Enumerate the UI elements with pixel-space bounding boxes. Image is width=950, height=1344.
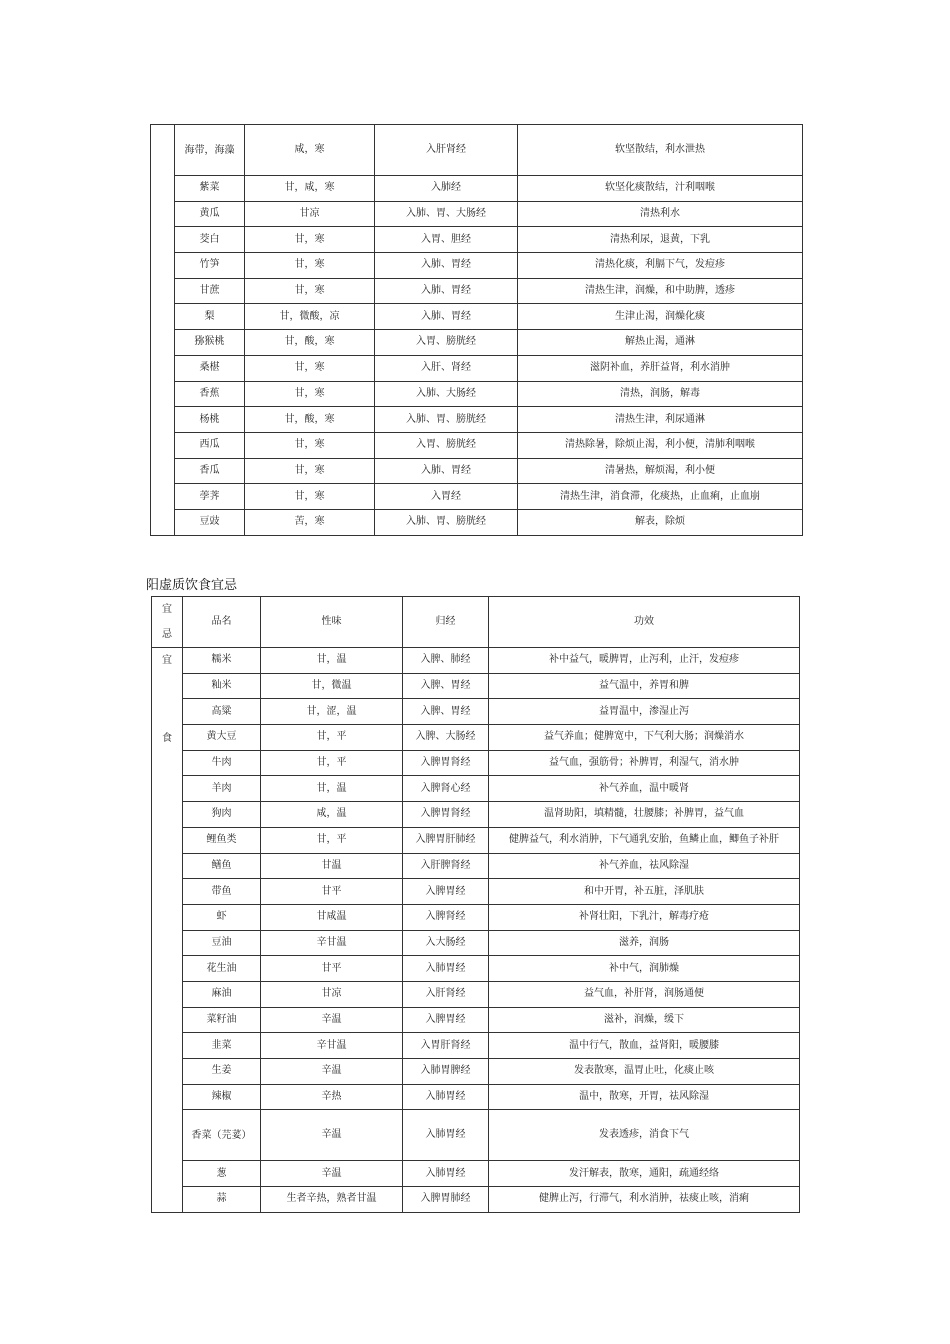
- cell-effect: 软坚散结，利水泄热: [518, 125, 803, 176]
- table-row: [151, 253, 803, 279]
- cell-meridian: 入肝肾经: [375, 125, 518, 176]
- cell-effect: 益气温中，养胃和脾: [489, 673, 800, 699]
- cell-taste: 甘，温: [261, 648, 403, 674]
- table-row: [152, 1059, 800, 1085]
- cell-name: 虾: [183, 904, 261, 930]
- cell-name: 鳝鱼: [183, 853, 261, 879]
- cell-meridian: 入肺胃脾经: [403, 1059, 489, 1085]
- table-row: [152, 1161, 800, 1187]
- cell-taste: 甘，咸，寒: [245, 176, 375, 202]
- header-yiji-1: 宜: [162, 604, 172, 615]
- table-row: [151, 227, 803, 253]
- table-header-row: [152, 597, 800, 648]
- cell-effect: 发表散寒，温胃止吐，化痰止咳: [489, 1059, 800, 1085]
- table-row: [151, 509, 803, 535]
- table-row: [152, 1084, 800, 1110]
- cell-effect: 滋阴补血，养肝益肾，利水消肿: [518, 355, 803, 381]
- cell-name: 羊肉: [183, 776, 261, 802]
- cell-effect: 清热生津，润燥，和中助脾，透疹: [518, 278, 803, 304]
- table-row: [151, 125, 803, 176]
- cell-taste: 甘，温: [261, 776, 403, 802]
- table-row: [151, 381, 803, 407]
- table-row: [152, 1033, 800, 1059]
- cell-meridian: 入脾肾心经: [403, 776, 489, 802]
- cell-taste: 甘，寒: [245, 227, 375, 253]
- cell-effect: 补肾壮阳，下乳汁，解毒疗疮: [489, 904, 800, 930]
- cell-taste: 甘，酸，寒: [245, 330, 375, 356]
- cell-meridian: 入肝、肾经: [375, 355, 518, 381]
- cell-taste: 甘，寒: [245, 381, 375, 407]
- cell-taste: 甘平: [261, 956, 403, 982]
- cell-name: 带鱼: [183, 879, 261, 905]
- section-title: 阳虚质饮食宜忌: [146, 578, 238, 593]
- table-row: [151, 407, 803, 433]
- cell-meridian: 入肝肾经: [403, 981, 489, 1007]
- cell-meridian: 入胃、胆经: [375, 227, 518, 253]
- cell-effect: 软坚化痰散结，汁利咽喉: [518, 176, 803, 202]
- cell-meridian: 入脾、大肠经: [403, 725, 489, 751]
- cell-taste: 辛温: [261, 1110, 403, 1161]
- cell-name: 猕猴桃: [175, 330, 245, 356]
- cell-taste: 甘平: [261, 879, 403, 905]
- cell-effect: 健脾止泻，行滞气，利水消肿，祛痰止咳，消痢: [489, 1187, 800, 1213]
- cell-meridian: 入胃、膀胱经: [375, 432, 518, 458]
- cell-taste: 甘，平: [261, 750, 403, 776]
- table-row: [151, 330, 803, 356]
- cell-meridian: 入大肠经: [403, 930, 489, 956]
- cell-taste: 辛温: [261, 1161, 403, 1187]
- table-row: [152, 750, 800, 776]
- table-row: [152, 673, 800, 699]
- cell-name: 香菜（芫荽）: [183, 1110, 261, 1161]
- cell-effect: 滋养，润肠: [489, 930, 800, 956]
- table-row: [152, 853, 800, 879]
- cell-meridian: 入肺、胃、膀胱经: [375, 509, 518, 535]
- cell-effect: 解热止渴，通淋: [518, 330, 803, 356]
- cell-meridian: 入肺经: [375, 176, 518, 202]
- table-row: [152, 802, 800, 828]
- cell-taste: 甘，涩，温: [261, 699, 403, 725]
- cell-name: 梨: [175, 304, 245, 330]
- cell-taste: 辛甘温: [261, 930, 403, 956]
- cell-meridian: 入脾、胃经: [403, 699, 489, 725]
- cell-taste: 辛温: [261, 1007, 403, 1033]
- header-effect: 功效: [489, 597, 800, 648]
- cell-name: 糯米: [183, 648, 261, 674]
- table-row: [152, 776, 800, 802]
- table-row: [152, 879, 800, 905]
- cell-effect: 益气养血；健脾宽中，下气利大肠；润燥消水: [489, 725, 800, 751]
- cell-effect: 温肾助阳，填精髓，壮腰膝；补脾胃，益气血: [489, 802, 800, 828]
- cell-effect: 健脾益气，利水消肿，下气通乳安胎，鱼鳞止血，鲫鱼子补肝: [489, 827, 800, 853]
- cell-taste: 咸，寒: [245, 125, 375, 176]
- cell-taste: 甘凉: [245, 201, 375, 227]
- cell-name: 杨桃: [175, 407, 245, 433]
- cell-effect: 发汗解表，散寒，通阳，疏通经络: [489, 1161, 800, 1187]
- cell-effect: 清热除暑，除烦止渴，利小便，清肺利咽喉: [518, 432, 803, 458]
- cell-meridian: 入脾、肺经: [403, 648, 489, 674]
- table-row: [152, 699, 800, 725]
- table-row: [151, 278, 803, 304]
- cell-name: 茭白: [175, 227, 245, 253]
- cell-meridian: 入肺、胃经: [375, 304, 518, 330]
- cell-taste: 苦，寒: [245, 509, 375, 535]
- cell-taste: 甘温: [261, 853, 403, 879]
- table-yin-foods: [150, 124, 803, 536]
- cell-taste: 辛温: [261, 1059, 403, 1085]
- header-taste: 性味: [261, 597, 403, 648]
- cell-taste: 甘，寒: [245, 432, 375, 458]
- cell-name: 黄大豆: [183, 725, 261, 751]
- table-row: [152, 1187, 800, 1213]
- cell-name: 紫菜: [175, 176, 245, 202]
- cell-name: 菜籽油: [183, 1007, 261, 1033]
- cell-taste: 甘，平: [261, 827, 403, 853]
- cell-name: 桑椹: [175, 355, 245, 381]
- cell-effect: 清热化痰，利膈下气，发痘疹: [518, 253, 803, 279]
- cell-taste: 甘，酸，寒: [245, 407, 375, 433]
- cell-effect: 清热利水: [518, 201, 803, 227]
- cell-effect: 滋补，润燥，缓下: [489, 1007, 800, 1033]
- table-row: [152, 827, 800, 853]
- cell-taste: 生者辛热，熟者甘温: [261, 1187, 403, 1213]
- cell-meridian: 入肺胃经: [403, 956, 489, 982]
- cell-name: 荸荠: [175, 484, 245, 510]
- cell-taste: 甘，寒: [245, 484, 375, 510]
- cell-name: 黄瓜: [175, 201, 245, 227]
- cell-meridian: 入肺、胃经: [375, 278, 518, 304]
- table-row: [151, 484, 803, 510]
- table-row: [151, 432, 803, 458]
- cell-name: 豆油: [183, 930, 261, 956]
- cell-name: 西瓜: [175, 432, 245, 458]
- cell-effect: 清热，润肠，解毒: [518, 381, 803, 407]
- cell-name: 葱: [183, 1161, 261, 1187]
- cell-name: 牛肉: [183, 750, 261, 776]
- cell-meridian: 入胃、膀胱经: [375, 330, 518, 356]
- cell-taste: 甘，寒: [245, 278, 375, 304]
- table-row: [152, 648, 800, 674]
- table-row: [151, 176, 803, 202]
- cell-name: 甘蔗: [175, 278, 245, 304]
- cell-taste: 甘凉: [261, 981, 403, 1007]
- cell-taste: 甘，微酸，凉: [245, 304, 375, 330]
- cell-name: 竹笋: [175, 253, 245, 279]
- side-label-2: 食: [162, 733, 172, 744]
- cell-taste: 辛甘温: [261, 1033, 403, 1059]
- cell-taste: 咸，温: [261, 802, 403, 828]
- cell-meridian: 入脾、胃经: [403, 673, 489, 699]
- cell-name: 蒜: [183, 1187, 261, 1213]
- cell-meridian: 入胃经: [375, 484, 518, 510]
- cell-effect: 清热生津，利尿通淋: [518, 407, 803, 433]
- cell-taste: 甘咸温: [261, 904, 403, 930]
- cell-effect: 补中气，润肺燥: [489, 956, 800, 982]
- cell-name: 海带，海藻: [175, 125, 245, 176]
- cell-meridian: 入脾胃经: [403, 1007, 489, 1033]
- cell-taste: 甘，寒: [245, 253, 375, 279]
- header-yiji: [152, 597, 183, 648]
- cell-effect: 温中行气，散血，益肾阳，暖腰膝: [489, 1033, 800, 1059]
- table-row: [152, 981, 800, 1007]
- cell-effect: 解表，除烦: [518, 509, 803, 535]
- header-name: 品名: [183, 597, 261, 648]
- side-label-cell: [152, 648, 183, 1213]
- cell-name: 韭菜: [183, 1033, 261, 1059]
- cell-name: 生姜: [183, 1059, 261, 1085]
- cell-meridian: 入肺胃经: [403, 1161, 489, 1187]
- cell-meridian: 入脾胃肾经: [403, 750, 489, 776]
- cell-meridian: 入肝脾肾经: [403, 853, 489, 879]
- table-row: [151, 355, 803, 381]
- table-row: [152, 904, 800, 930]
- cell-effect: 益气血，补肝肾，润肠通便: [489, 981, 800, 1007]
- cell-effect: 清热利尿，退黄，下乳: [518, 227, 803, 253]
- cell-meridian: 入脾胃经: [403, 879, 489, 905]
- table-row: [151, 304, 803, 330]
- cell-meridian: 入肺、胃、大肠经: [375, 201, 518, 227]
- header-meridian: 归经: [403, 597, 489, 648]
- cell-meridian: 入肺、胃经: [375, 458, 518, 484]
- cell-effect: 补气养血，祛风除湿: [489, 853, 800, 879]
- cell-effect: 益胃温中，渗湿止泻: [489, 699, 800, 725]
- cell-name: 麻油: [183, 981, 261, 1007]
- cell-taste: 甘，微温: [261, 673, 403, 699]
- cell-meridian: 入脾胃肾经: [403, 802, 489, 828]
- cell-name: 花生油: [183, 956, 261, 982]
- cell-taste: 甘，寒: [245, 458, 375, 484]
- table-row: [151, 458, 803, 484]
- cell-taste: 辛热: [261, 1084, 403, 1110]
- header-yiji-2: 忌: [162, 629, 172, 640]
- cell-effect: 温中，散寒，开胃，祛风除湿: [489, 1084, 800, 1110]
- cell-meridian: 入肺、胃、膀胱经: [375, 407, 518, 433]
- cell-meridian: 入脾肾经: [403, 904, 489, 930]
- table-row: [152, 725, 800, 751]
- table-row: [152, 1007, 800, 1033]
- group-cell: [151, 125, 175, 536]
- cell-name: 籼米: [183, 673, 261, 699]
- cell-effect: 和中开胃，补五脏，泽肌肤: [489, 879, 800, 905]
- cell-name: 香瓜: [175, 458, 245, 484]
- cell-meridian: 入脾胃肺经: [403, 1187, 489, 1213]
- cell-name: 鲤鱼类: [183, 827, 261, 853]
- cell-name: 香蕉: [175, 381, 245, 407]
- cell-meridian: 入肺胃经: [403, 1084, 489, 1110]
- cell-effect: 发表透疹，消食下气: [489, 1110, 800, 1161]
- side-label-1: 宜: [162, 655, 172, 666]
- cell-effect: 补气养血，温中暖肾: [489, 776, 800, 802]
- cell-meridian: 入肺、大肠经: [375, 381, 518, 407]
- table-yang-deficiency-foods: [151, 596, 800, 1213]
- cell-effect: 益气血，强筋骨；补脾胃，利湿气，消水肿: [489, 750, 800, 776]
- cell-name: 辣椒: [183, 1084, 261, 1110]
- cell-name: 豆豉: [175, 509, 245, 535]
- cell-name: 狗肉: [183, 802, 261, 828]
- cell-name: 高粱: [183, 699, 261, 725]
- table-row: [152, 1110, 800, 1161]
- cell-meridian: 入脾胃肝肺经: [403, 827, 489, 853]
- cell-taste: 甘，寒: [245, 355, 375, 381]
- cell-effect: 清热生津，消食滞，化痰热，止血痢，止血崩: [518, 484, 803, 510]
- cell-taste: 甘，平: [261, 725, 403, 751]
- cell-effect: 清暑热，解烦渴，利小便: [518, 458, 803, 484]
- table-row: [152, 930, 800, 956]
- table-row: [151, 201, 803, 227]
- cell-effect: 补中益气，暖脾胃，止泻利，止汗，发痘疹: [489, 648, 800, 674]
- cell-effect: 生津止渴，润燥化痰: [518, 304, 803, 330]
- cell-meridian: 入肺胃经: [403, 1110, 489, 1161]
- cell-meridian: 入肺、胃经: [375, 253, 518, 279]
- table-row: [152, 956, 800, 982]
- cell-meridian: 入胃肝肾经: [403, 1033, 489, 1059]
